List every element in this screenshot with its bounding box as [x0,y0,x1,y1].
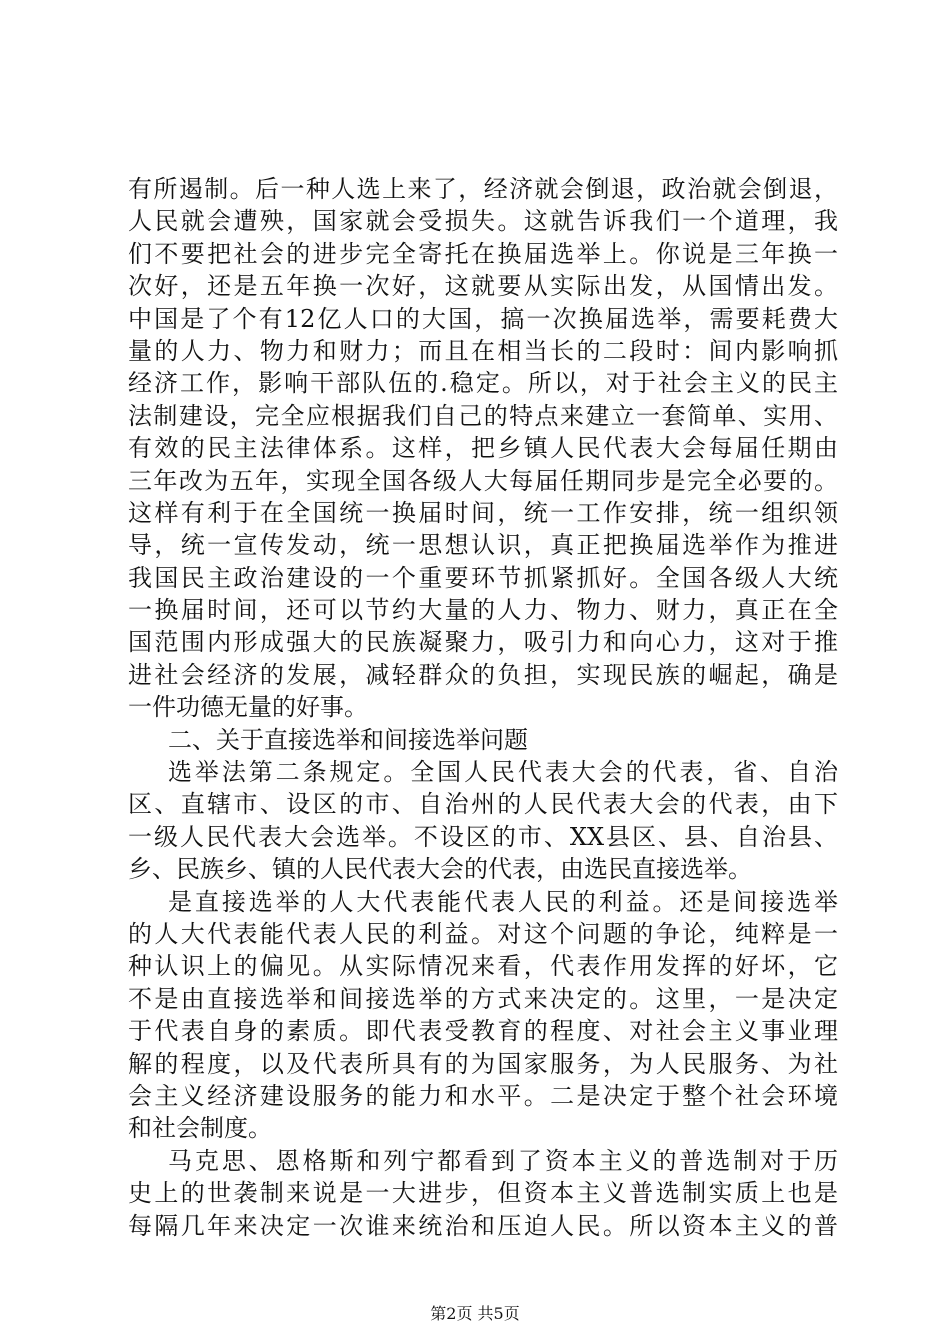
text-line: 这样有利于在全国统一换届时间，统一工作安排，统一组织领 [128,498,838,527]
text-line: 区、直辖市、设区的市、自治州的人民代表大会的代表，由下 [128,790,838,819]
text-line: 有所遏制。后一种人选上来了，经济就会倒退，政治就会倒退， [128,175,838,203]
text-line: 是直接选举的人大代表能代表人民的利益。还是间接选举 [168,887,838,916]
text-line: 量的人力、物力和财力；而且在相当长的二段时：间内影响抓 [128,336,838,365]
text-line: 一级人民代表大会选举。不设区的市、XX县区、县、自治县、 [128,822,838,851]
text-line: 次好，还是五年换一次好，这就要从实际出发，从国情出发。 [128,272,838,301]
text-line: 有效的民主法律体系。这样，把乡镇人民代表大会每届任期由 [128,434,838,463]
text-line: 一换届时间，还可以节约大量的人力、物力、财力，真正在全 [128,596,838,625]
text-line: 乡、民族乡、镇的人民代表大会的代表，由选民直接选举。 [128,855,752,884]
text-line: 导，统一宣传发动，统一思想认识，真正把换届选举作为推进 [128,531,838,560]
text-line: 三年改为五年，实现全国各级人大每届任期同步是完全必要的。 [128,466,838,495]
text-line: 不是由直接选举和间接选举的方式来决定的。这里，一是决定 [128,984,838,1013]
text-line: 的人大代表能代表人民的利益。对这个问题的争论，纯粹是一 [128,919,838,948]
text-line: 法制建设，完全应根据我们自己的特点来建立一套简单、实用、 [128,401,838,430]
text-line: 中国是了个有12亿人口的大国，搞一次换届选举，需要耗费大 [128,304,838,333]
body-text [128,173,838,1242]
text-line: 经济工作，影响干部队伍的.稳定。所以，对于社会主义的民主 [128,369,838,398]
page-number-footer: 第2页 共5页 [430,1304,520,1323]
text-line: 每隔几年来决定一次谁来统治和压迫人民。所以资本主义的普 [128,1211,838,1240]
text-line: 国范围内形成强大的民族凝聚力，吸引力和向心力，这对于推 [128,628,838,657]
text-line: 我国民主政治建设的一个重要环节抓紧抓好。全国各级人大统 [128,563,838,592]
text-line: 解的程度，以及代表所具有的为国家服务，为人民服务、为社 [128,1049,838,1078]
text-line: 种认识上的偏见。从实际情况来看，代表作用发挥的好坏，它 [128,952,838,981]
text-line: 们不要把社会的进步完全寄托在换届选举上。你说是三年换一 [128,239,838,268]
section-heading: 二、关于直接选举和间接选举问题 [168,725,528,754]
text-line: 进社会经济的发展，减轻群众的负担，实现民族的崛起，确是 [128,660,838,689]
text-line: 于代表自身的素质。即代表受教育的程度、对社会主义事业理 [128,1017,838,1046]
text-line: 人民就会遭殃，国家就会受损失。这就告诉我们一个道理，我 [128,207,838,236]
text-line: 选举法第二条规定。全国人民代表大会的代表，省、自治 [168,758,838,787]
text-line: 和社会制度。 [128,1114,272,1143]
text-line: 会主义经济建设服务的能力和水平。二是决定于整个社会环境 [128,1081,838,1110]
text-line: 一件功德无量的好事。 [128,693,368,722]
text-line: 马克思、恩格斯和列宁都看到了资本主义的普选制对于历 [168,1146,838,1175]
text-line: 史上的世袭制来说是一大进步，但资本主义普选制实质上也是 [128,1179,838,1208]
